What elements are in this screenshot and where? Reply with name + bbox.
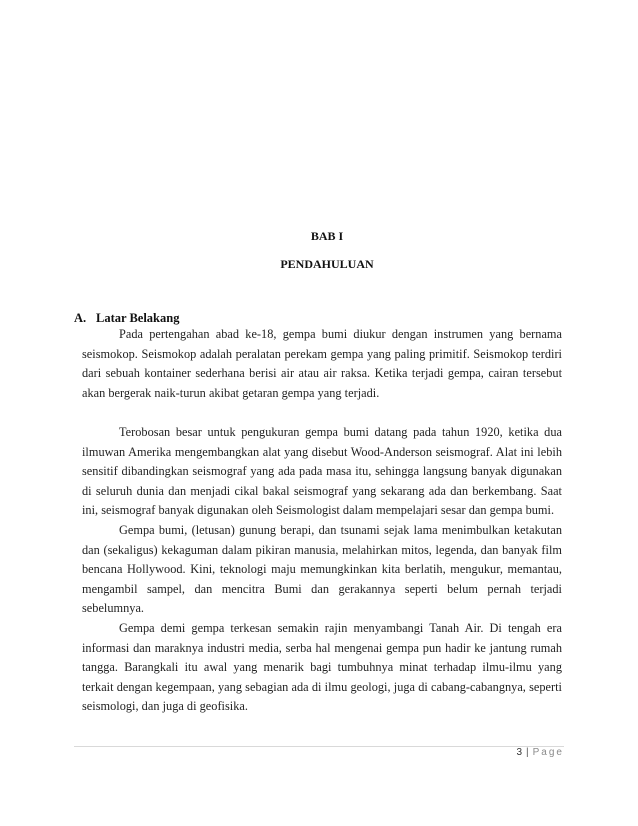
section-heading (74, 311, 179, 326)
paragraph: Gempa bumi, (letusan) gunung berapi, dan tsunami sejak lama menimbulkan ketakutan dan (sekaligus) kekaguman dalam pikiran manusia, melahirkan mitos, legenda, dan banyak film bencana Hollywood. Kini, teknologi maju memungkinkan kita berlatih, mengukur, memantau, mengambil sampel, dan mencitra Bumi dan gerakannya seperti belum pernah terjadi sebelumnya. (82, 523, 562, 616)
section-title: Latar Belakang (96, 311, 180, 325)
paragraph: Terobosan besar untuk pengukuran gempa bumi datang pada tahun 1920, ketika dua ilmuwan Amerika mengembangkan alat yang disebut Wood-Anderson seismograf. Alat ini lebih sensitif dibandingkan seismograf yang ada pada masa itu, sehingga langsung banyak digunakan di seluruh dunia dan menjadi cikal bakal seismograf yang sekarang ada dan berkembang. Saat ini, seismograf banyak digunakan oleh Seismologist dalam mempelajari sesar dan gempa bumi. (82, 425, 562, 518)
paragraph: Pada pertengahan abad ke-18, gempa bumi diukur dengan instrumen yang bernama seismokop. Seismokop adalah peralatan perekam gempa yang paling primitif. Seismokop terdiri dari sebuah kontainer sederhana berisi air atau air raksa. Ketika terjadi gempa, cairan tersebut akan bergerak naik-turun akibat getaran gempa yang terjadi. (82, 327, 562, 400)
chapter-number: BAB I (310, 229, 344, 243)
paragraph: Gempa demi gempa terkesan semakin rajin menyambangi Tanah Air. Di tengah era informasi dan maraknya industri media, serba hal mengenai gempa pun hadir ke jantung rumah tangga. Barangkali itu awal yang menarik bagi tumbuhnya minat terhadap ilmu-ilmu yang terkait dengan kegempaan, yang sebagian ada di ilmu geologi, juga di cabang-cabangnya, seperti seismologi, dan juga di geofisika. (82, 621, 562, 714)
page-footer (516, 747, 564, 758)
page-number: 3 (516, 747, 523, 758)
page-label: Page (532, 747, 564, 758)
chapter-title: PENDAHULUAN (280, 257, 374, 271)
section-letter: A. (74, 311, 87, 325)
footer-divider (74, 746, 564, 747)
footer-separator: | (526, 747, 529, 758)
